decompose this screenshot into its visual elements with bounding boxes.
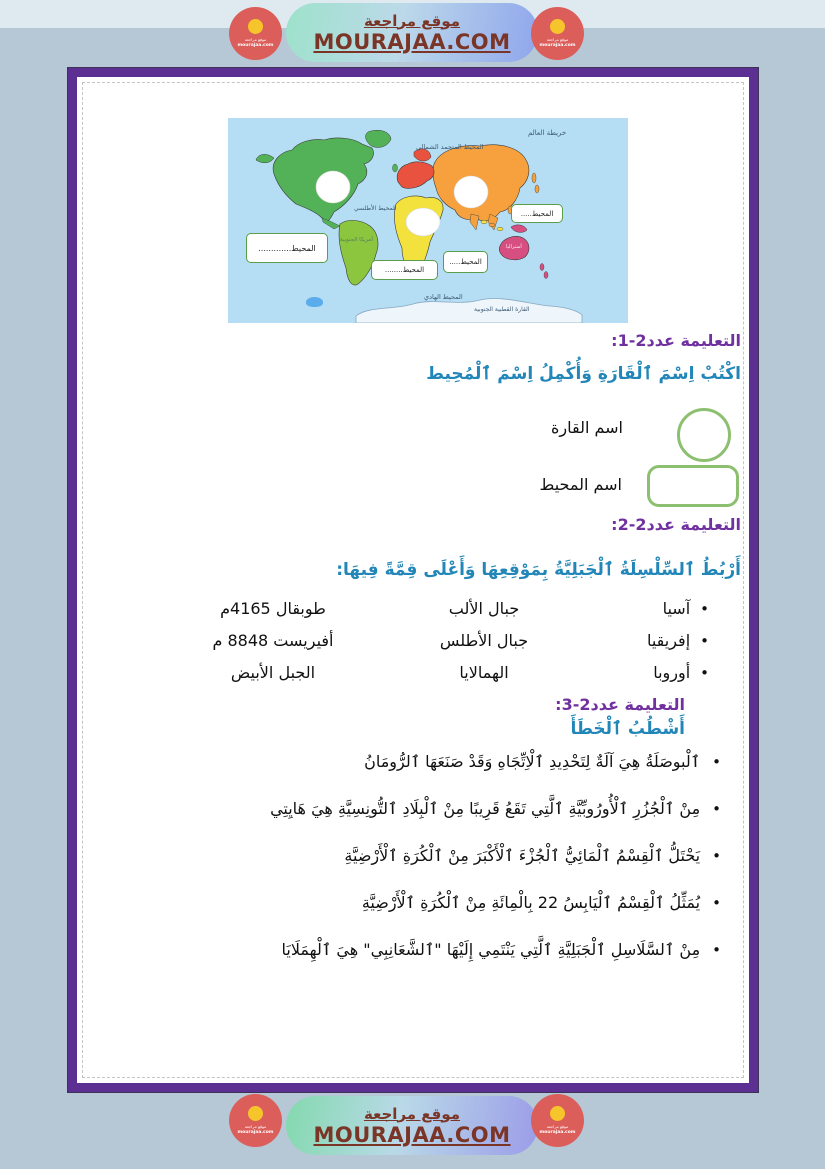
ocean-answer-box	[647, 465, 739, 507]
statement-item: • مِنْ ٱلْجُزُرِ ٱلْأُورُوبِّيَّةِ ٱلَّتِي تَقَعُ قَرِيبًا مِنْ ٱلْبِلَادِ ٱلتُّونِسِيَّةِ هِيَ هَايِتِي	[97, 796, 721, 822]
header-banner	[286, 3, 538, 62]
statement-item: • يُمَثِّلُ ٱلْقِسْمُ ٱلْيَابِسُ 22 بِالْمِائَةِ مِنْ ٱلْكُرَةِ ٱلْأَرْضِيَّةِ	[97, 890, 721, 916]
statements-list	[97, 749, 721, 984]
logo-dot-icon	[550, 19, 565, 34]
indonesia-shape	[489, 223, 495, 227]
statement-item: • مِنْ ٱلسَّلَاسِلِ ٱلْجَبَلِيَّةِ ٱلَّتِي يَنْتَمِي إِلَيْهَا "ٱلشَّعَانِبِي" هِيَ ٱلْهِمَلَايَا	[97, 937, 721, 963]
logo-dot-icon	[550, 1106, 565, 1121]
pacific-ocean-label: المحيط الهادي	[424, 293, 463, 301]
australia-label: أستراليا	[506, 244, 522, 250]
logo-dot-icon	[248, 1106, 263, 1121]
match-continent: • إفريقيا	[599, 631, 709, 650]
antarctica-label: القارة القطبية الجنوبية	[474, 306, 530, 313]
logo-text-domain: mourajaa.com	[539, 1129, 576, 1135]
match-range: جبال الأطلس	[439, 631, 529, 650]
logo-text-ar: موقع مراجعة	[244, 36, 267, 42]
continent-name-label: اسم القارة	[551, 418, 623, 437]
world-map-figure	[228, 118, 628, 323]
match-range: الهمالايا	[459, 663, 509, 682]
logo-text-ar: موقع مراجعة	[546, 1123, 569, 1129]
matching-exercise	[177, 599, 709, 682]
section2-instruction: أَرْبُطُ ٱلسِّلْسِلَةُ ٱلْجَبَلِيَّةُ بِمَوْقِعِهَا وَأَعْلَى قِمَّةً فِيهَا:	[336, 560, 741, 580]
section1-instruction: اكْتُبْ اِسْمَ ٱلْقَارَةِ وَأُكْمِلُ اِسْمَ ٱلْمُحِيط	[426, 364, 741, 384]
section1-heading: التعليمة عدد2-1:	[611, 331, 741, 350]
match-peak: طوبقال 4165م	[220, 599, 326, 618]
site-logo	[531, 7, 584, 60]
site-domain-link[interactable]: MOURAJAA.COM	[313, 1122, 511, 1147]
japan-shape	[532, 173, 536, 183]
british-isles-shape	[393, 164, 398, 172]
ocean-fill-box-bottom: المحيط........	[371, 260, 438, 280]
logo-text-domain: mourajaa.com	[237, 1129, 274, 1135]
footer-banner	[286, 1096, 538, 1155]
atlantic-ocean-label: المحيط الأطلسي	[354, 205, 397, 212]
indonesia-shape	[497, 227, 503, 231]
match-range: جبال الألب	[448, 599, 520, 618]
new-zealand-shape	[544, 272, 548, 279]
site-title-arabic: موقع مراجعة	[363, 11, 461, 30]
indonesia-shape	[481, 220, 487, 224]
ocean-fill-box-indian: المحيط.....	[443, 251, 488, 273]
ocean-fill-box-right: المحيط.....	[511, 204, 563, 223]
section3-instruction: أَشْطُبُ ٱلْخَطَأَ	[570, 719, 685, 739]
south-america-label: أمريكا الجنوبية	[340, 237, 373, 243]
ocean-name-label: اسم المحيط	[539, 475, 622, 494]
site-logo	[229, 7, 282, 60]
worksheet-page	[68, 68, 758, 1092]
match-peak: أفيريست 8848 م	[212, 631, 334, 650]
site-title-arabic: موقع مراجعة	[363, 1104, 461, 1123]
logo-text-ar: موقع مراجعة	[546, 36, 569, 42]
arctic-ocean-label: المحيط المتجمد الشمالي	[416, 143, 484, 151]
africa-answer-circle	[406, 208, 440, 236]
logo-text-domain: mourajaa.com	[237, 42, 274, 48]
statement-item: • ٱلْبوصَلَةُ هِيَ آلَةٌ لِتَحْدِيدِ ٱلْاِتِّجَاهِ وَقَدْ صَنَعَهَا ٱلرُّومَانُ	[97, 749, 721, 775]
new-zealand-shape	[540, 264, 544, 271]
section2-heading: التعليمة عدد2-2:	[611, 515, 741, 534]
north-america-answer-circle	[316, 171, 350, 203]
logo-text-ar: موقع مراجعة	[244, 1123, 267, 1129]
section3-heading: التعليمة عدد2-3:	[555, 695, 685, 714]
map-watermark-icon	[306, 297, 323, 307]
japan-shape	[535, 185, 539, 193]
match-peak: الجبل الأبيض	[230, 663, 316, 682]
ocean-fill-box-left: المحيط.............	[246, 233, 328, 263]
site-logo	[229, 1094, 282, 1147]
match-continent: • أوروبا	[599, 663, 709, 682]
map-title: خريطة العالم	[528, 129, 567, 137]
site-domain-link[interactable]: MOURAJAA.COM	[313, 29, 511, 54]
statement-item: • يَحْتَلُّ ٱلْقِسْمُ ٱلْمَائِيُّ ٱلْجُزْءَ ٱلْأَكْبَرَ مِنْ ٱلْكُرَةِ ٱلْأَرْضِيَّةِ	[97, 843, 721, 869]
logo-text-domain: mourajaa.com	[539, 42, 576, 48]
asia-answer-circle	[454, 176, 488, 208]
site-logo	[531, 1094, 584, 1147]
match-continent: • آسيا	[599, 599, 709, 618]
logo-dot-icon	[248, 19, 263, 34]
continent-answer-circle	[677, 408, 731, 462]
